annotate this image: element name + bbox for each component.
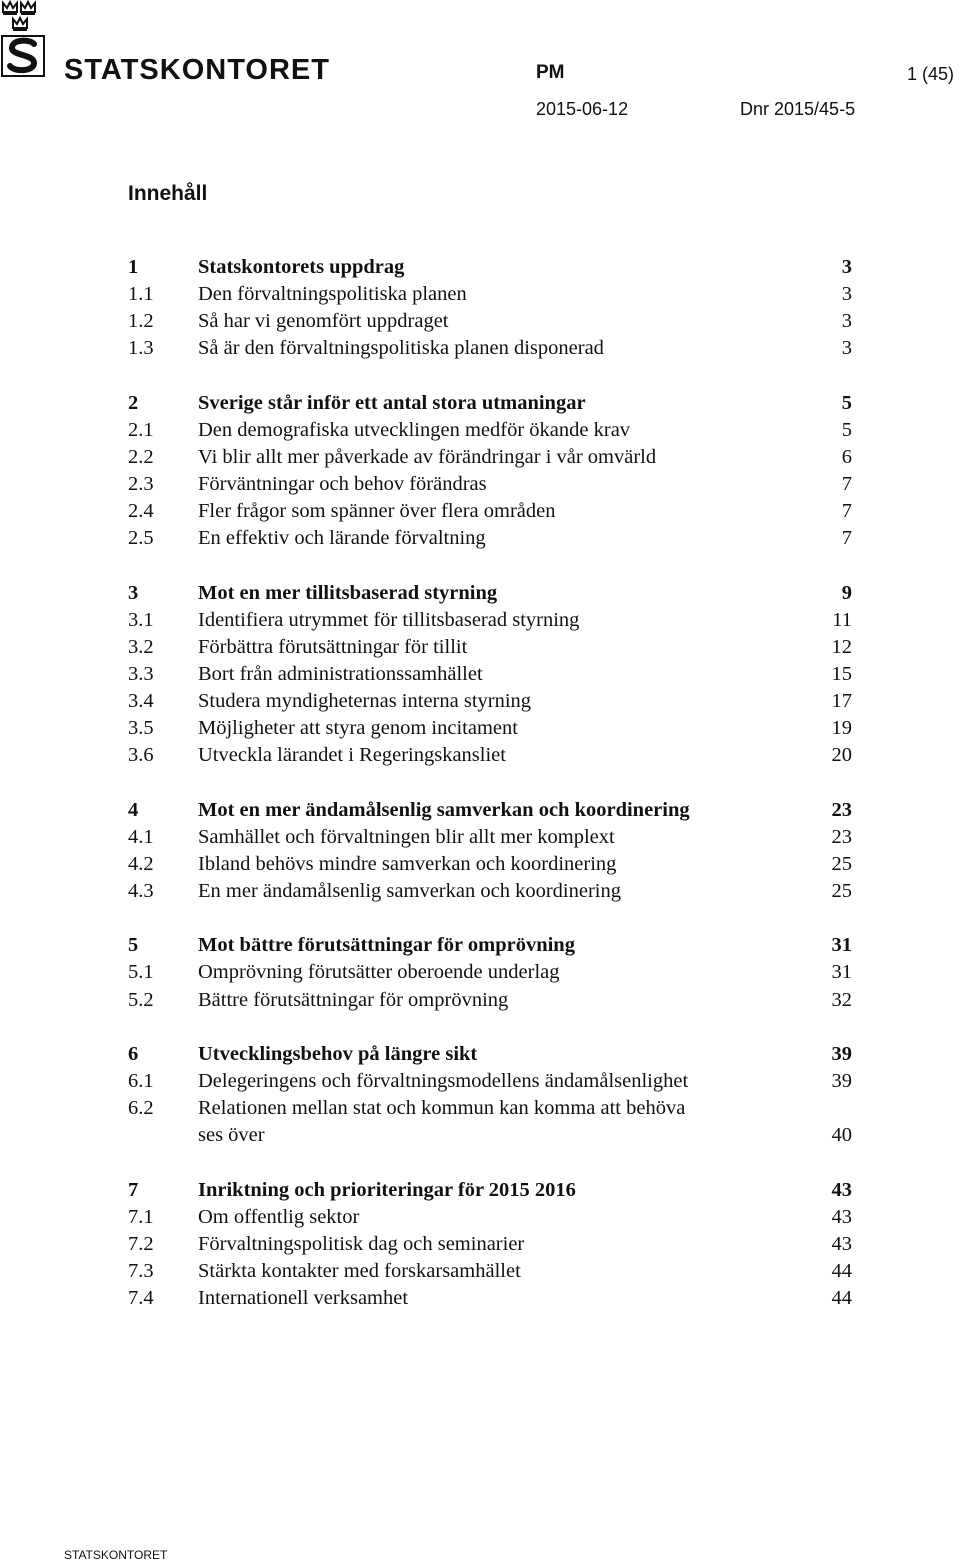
toc-number: 3.3: [128, 663, 154, 685]
toc-chapter-row: [128, 580, 856, 607]
toc-title: Internationell verksamhet: [198, 1287, 409, 1309]
toc-number: 7.1: [128, 1206, 154, 1228]
toc-section-row: [128, 308, 856, 335]
toc-number: 5: [128, 934, 139, 956]
toc-page: 32: [831, 989, 852, 1011]
toc-section-row: [128, 471, 856, 498]
toc-title: Bättre förutsättningar för omprövning: [198, 989, 509, 1011]
toc-title: Relationen mellan stat och kommun kan komma att behöva: [198, 1097, 686, 1119]
toc-page: 23: [831, 826, 852, 848]
toc-page: 3: [841, 337, 852, 359]
statskontoret-logo: [0, 0, 330, 90]
toc-number: 3.6: [128, 744, 154, 766]
toc-chapter-row: [128, 1177, 856, 1204]
toc-title: Statskontorets uppdrag: [198, 256, 405, 278]
toc-chapter-row: [128, 390, 856, 417]
toc-title: Den demografiska utvecklingen medför ökande krav: [198, 419, 631, 441]
toc-page: 43: [831, 1233, 852, 1255]
toc-number: 7: [128, 1179, 139, 1201]
toc-section-row: [128, 1095, 856, 1122]
toc-number: 3.1: [128, 609, 154, 631]
toc-number: 1.2: [128, 310, 154, 332]
toc-page: 7: [841, 527, 852, 549]
toc-number: 3.4: [128, 690, 154, 712]
toc-title: Utvecklingsbehov på längre sikt: [198, 1043, 478, 1065]
document-type: PM: [536, 62, 565, 83]
toc-title: Förbättra förutsättningar för tillit: [198, 636, 468, 658]
toc-number: 1.3: [128, 337, 154, 359]
toc-section-row: [128, 525, 856, 552]
toc-page: 6: [841, 446, 852, 468]
toc-title: Delegeringens och förvaltningsmodellens ändamålsenlighet: [198, 1070, 689, 1092]
toc-title: Förvaltningspolitisk dag och seminarier: [198, 1233, 525, 1255]
toc-title: En mer ändamålsenlig samverkan och koordinering: [198, 880, 621, 902]
toc-title: Sverige står inför ett antal stora utmaningar: [198, 392, 586, 414]
toc-section-row: [128, 498, 856, 525]
toc-section-row: [128, 742, 856, 769]
toc-section-row: [128, 987, 856, 1014]
toc-title: Samhället och förvaltningen blir allt mer komplext: [198, 826, 615, 848]
toc-page: 25: [831, 853, 852, 875]
toc-title: Mot bättre förutsättningar för omprövning: [198, 934, 575, 956]
toc-page: 23: [831, 799, 852, 821]
toc-title: Så har vi genomfört uppdraget: [198, 310, 449, 332]
toc-section-row: [128, 281, 856, 308]
toc-number: 3.2: [128, 636, 154, 658]
toc-number: 2: [128, 392, 139, 414]
toc-title: Inriktning och prioriteringar för 2015 2016: [198, 1179, 576, 1201]
toc-title: Utveckla lärandet i Regeringskansliet: [198, 744, 506, 766]
toc-section-row: [128, 335, 856, 362]
toc-number: 4.1: [128, 826, 154, 848]
toc-title: ses över: [198, 1124, 265, 1146]
toc-title: Förväntningar och behov förändras: [198, 473, 487, 495]
toc-title: Mot en mer ändamålsenlig samverkan och koordinering: [198, 799, 690, 821]
toc-section-row: [128, 607, 856, 634]
toc-title: Studera myndigheternas interna styrning: [198, 690, 532, 712]
toc-page: 39: [831, 1043, 852, 1065]
toc-number: 6: [128, 1043, 139, 1065]
toc-number: 4.3: [128, 880, 154, 902]
toc-chapter-row: [128, 1041, 856, 1068]
toc-page: 44: [831, 1260, 852, 1282]
toc-number: 2.3: [128, 473, 154, 495]
toc-section-row: [128, 1122, 856, 1149]
toc-chapter-row: [128, 932, 856, 959]
toc-page: 11: [832, 609, 852, 631]
toc-title: Så är den förvaltningspolitiska planen disponerad: [198, 337, 604, 359]
toc-section-row: [128, 688, 856, 715]
registration-number: Dnr 2015/45-5: [740, 99, 856, 119]
toc-number: 7.4: [128, 1287, 154, 1309]
toc-page: 3: [841, 283, 852, 305]
toc-page: 15: [831, 663, 852, 685]
toc-number: 5.2: [128, 989, 154, 1011]
toc-number: 2.2: [128, 446, 154, 468]
toc-number: 7.3: [128, 1260, 154, 1282]
toc-number: 1: [128, 256, 139, 278]
toc-chapter-row: [128, 254, 856, 281]
toc-section-row: [128, 634, 856, 661]
toc-page: 44: [831, 1287, 852, 1309]
toc-page: 12: [831, 636, 852, 658]
toc-page: 19: [831, 717, 852, 739]
toc-title: Vi blir allt mer påverkade av förändringar i vår omvärld: [198, 446, 657, 468]
toc-number: 6.2: [128, 1097, 154, 1119]
toc-title: Ibland behövs mindre samverkan och koordinering: [198, 853, 617, 875]
toc-page: 3: [841, 256, 852, 278]
toc-title: En effektiv och lärande förvaltning: [198, 527, 486, 549]
toc-section-row: [128, 1204, 856, 1231]
toc-section-row: [128, 851, 856, 878]
toc-page: 3: [841, 310, 852, 332]
toc-section-row: [128, 444, 856, 471]
logo-wordmark: STATSKONTORET: [64, 54, 330, 86]
toc-title: Omprövning förutsätter oberoende underlag: [198, 961, 560, 983]
toc-title: Identifiera utrymmet för tillitsbaserad styrning: [198, 609, 580, 631]
toc-section-row: [128, 1231, 856, 1258]
page-number: 1 (45): [906, 64, 954, 84]
toc-page: 5: [841, 392, 852, 414]
toc-section-row: [128, 1285, 856, 1312]
toc-number: 7.2: [128, 1233, 154, 1255]
toc-title: Stärkta kontakter med forskarsamhället: [198, 1260, 521, 1282]
toc-section-row: [128, 417, 856, 444]
toc-heading: Innehåll: [128, 182, 208, 205]
toc-page: 7: [841, 500, 852, 522]
toc-page: 31: [831, 961, 852, 983]
crowns-s-emblem-icon: [0, 0, 56, 86]
toc-number: 1.1: [128, 283, 154, 305]
toc-section-row: [128, 1258, 856, 1285]
toc-title: Bort från administrationssamhället: [198, 663, 483, 685]
toc-page: 5: [841, 419, 852, 441]
toc-section-row: [128, 661, 856, 688]
toc-page: 31: [831, 934, 852, 956]
document-date: 2015-06-12: [536, 99, 629, 119]
toc-title: Om offentlig sektor: [198, 1206, 360, 1228]
toc-page: 43: [831, 1179, 852, 1201]
toc-number: 2.4: [128, 500, 154, 522]
toc-page: 20: [831, 744, 852, 766]
toc-title: Möjligheter att styra genom incitament: [198, 717, 518, 739]
toc-chapter-row: [128, 797, 856, 824]
toc-title: Fler frågor som spänner över flera områden: [198, 500, 556, 522]
toc-title: Den förvaltningspolitiska planen: [198, 283, 467, 305]
toc-page: 9: [841, 582, 852, 604]
toc-number: 4.2: [128, 853, 154, 875]
toc-number: 2.5: [128, 527, 154, 549]
toc-page: 17: [831, 690, 852, 712]
toc-page: 40: [831, 1124, 852, 1146]
toc-number: 2.1: [128, 419, 154, 441]
toc-section-row: [128, 878, 856, 905]
footer-text: STATSKONTORET: [64, 1548, 168, 1562]
toc-section-row: [128, 715, 856, 742]
toc-title: Mot en mer tillitsbaserad styrning: [198, 582, 498, 604]
toc-page: 39: [831, 1070, 852, 1092]
toc-page: 25: [831, 880, 852, 902]
toc-number: 3.5: [128, 717, 154, 739]
toc-number: 3: [128, 582, 139, 604]
toc-section-row: [128, 1068, 856, 1095]
toc-section-row: [128, 959, 856, 986]
toc-number: 5.1: [128, 961, 154, 983]
toc-page: 43: [831, 1206, 852, 1228]
toc-section-row: [128, 824, 856, 851]
toc-page: 7: [841, 473, 852, 495]
toc-number: 6.1: [128, 1070, 154, 1092]
toc-number: 4: [128, 799, 139, 821]
